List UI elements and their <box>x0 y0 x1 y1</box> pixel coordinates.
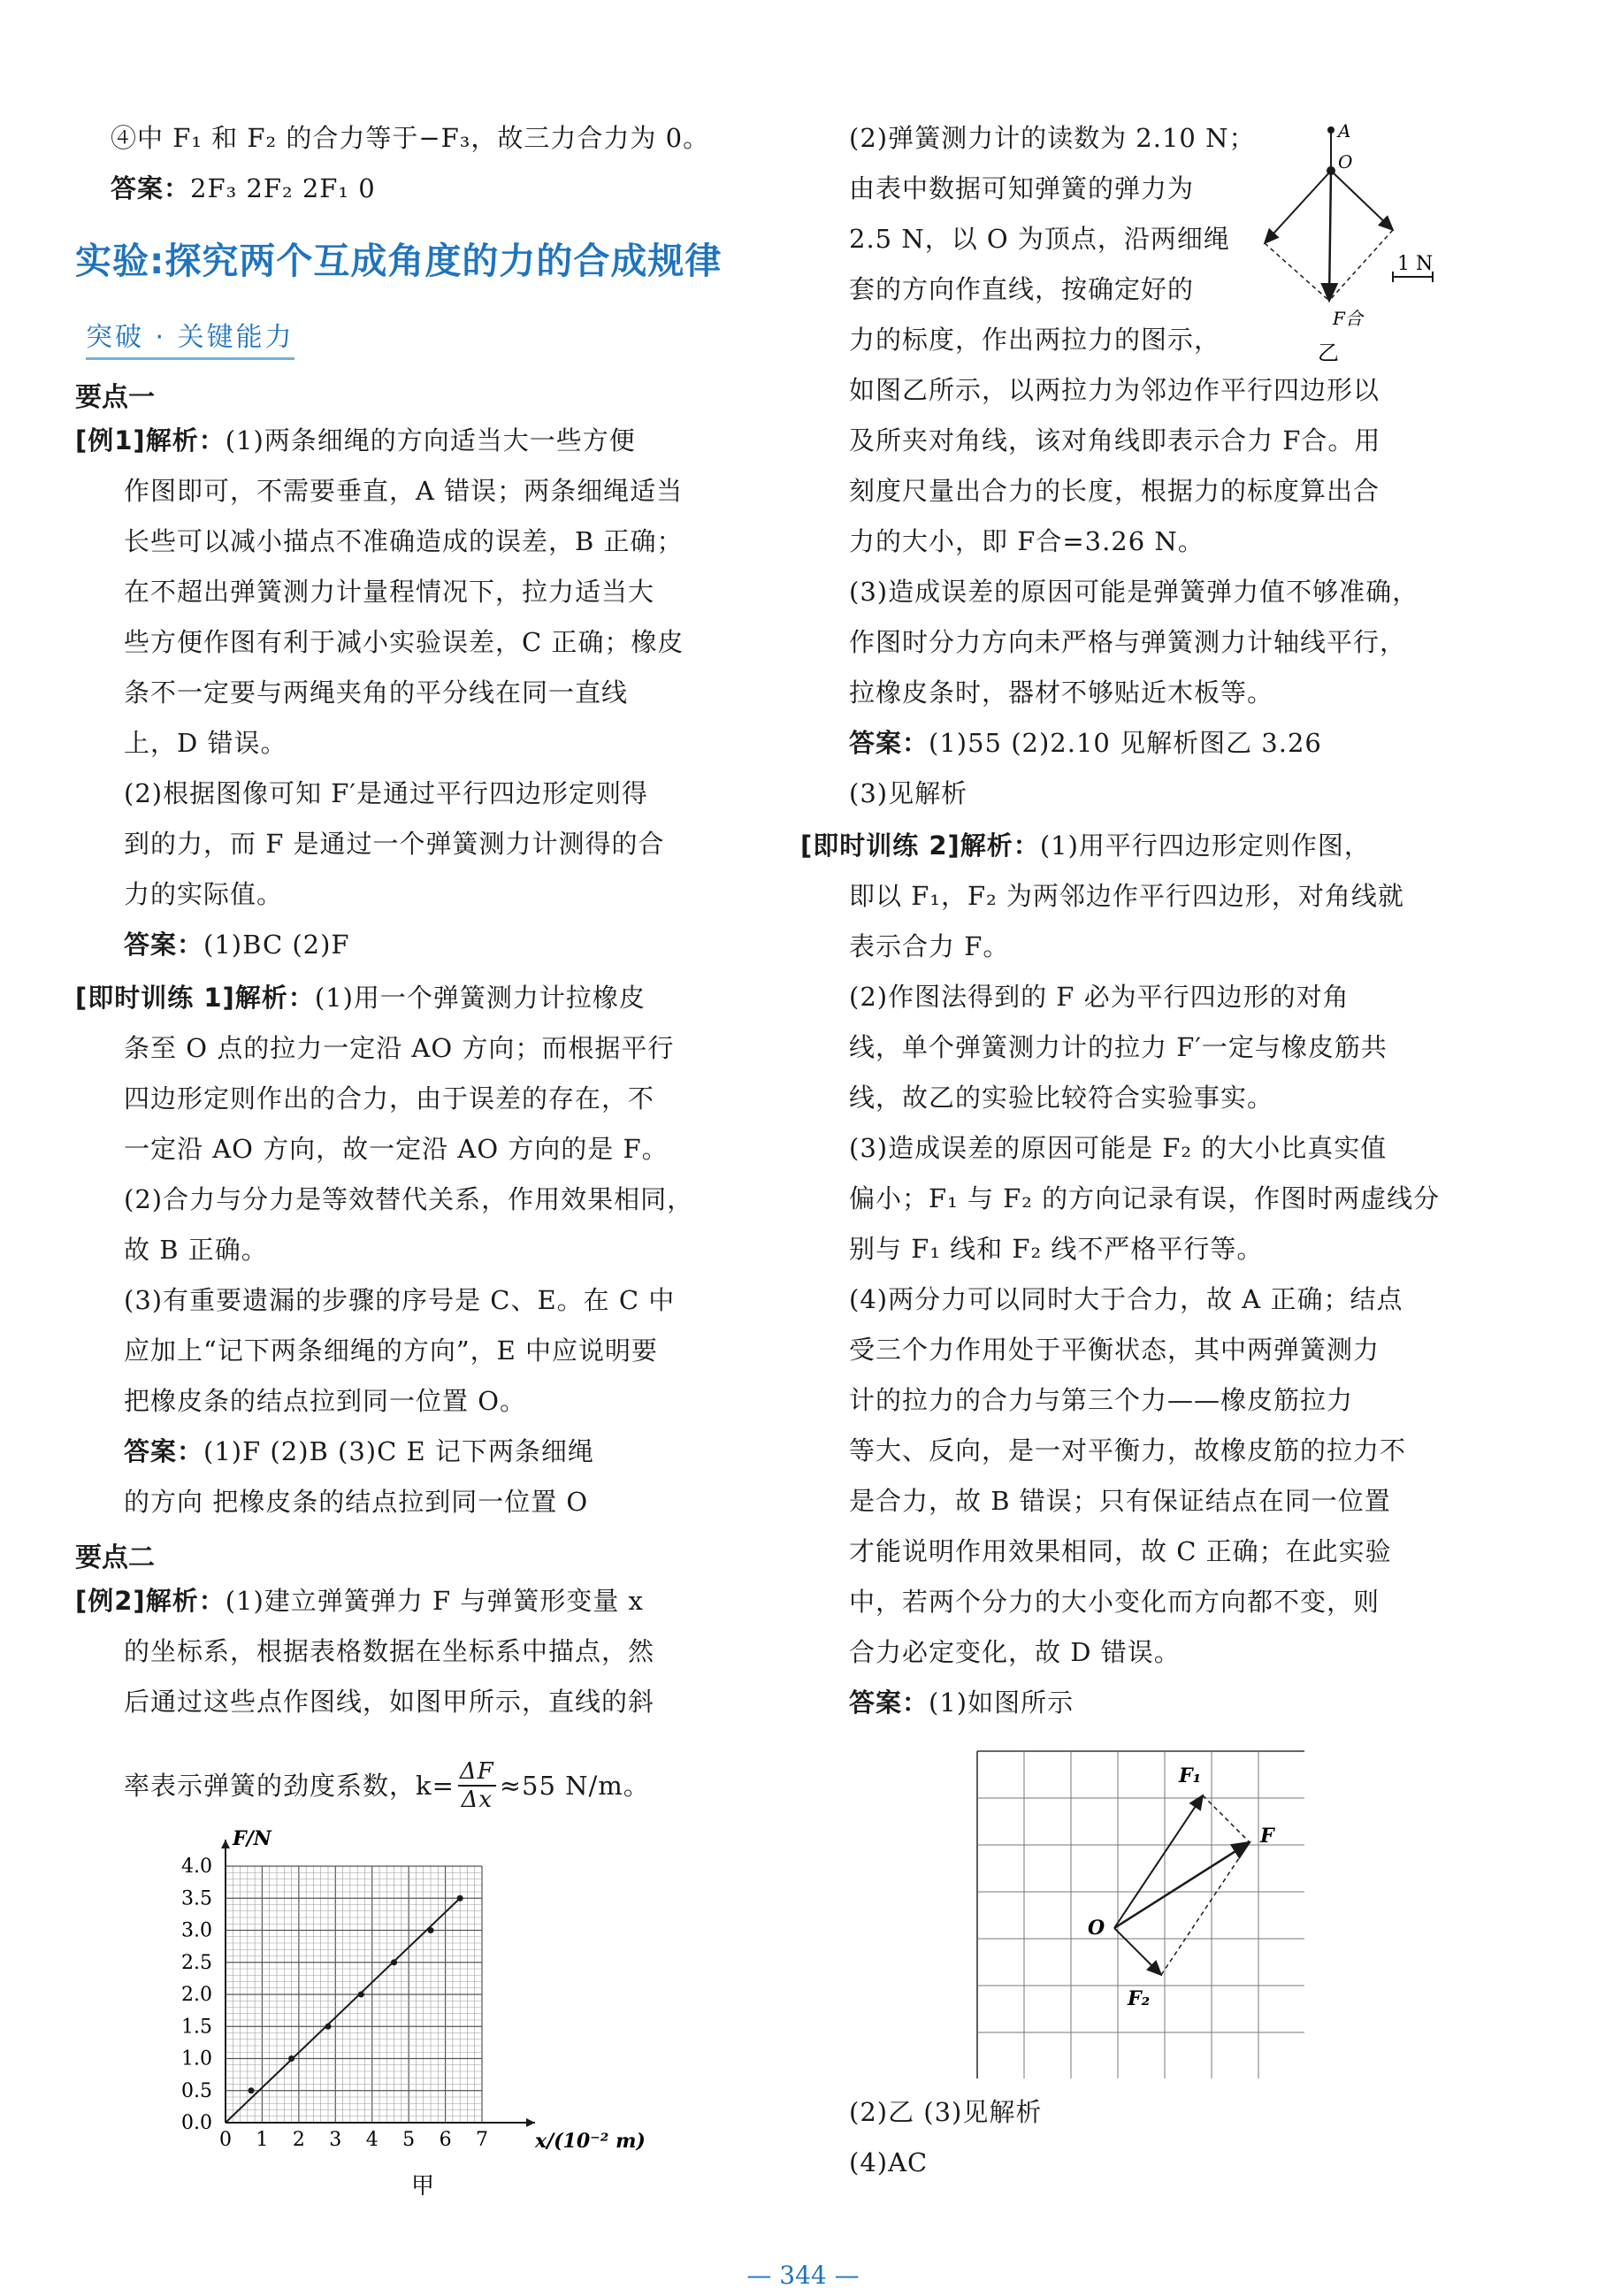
tr1-line9: 把橡皮条的结点拉到同一位置 O。 <box>124 1386 526 1416</box>
ex1-line3: 长些可以减小描点不准确造成的误差，B 正确； <box>124 526 684 556</box>
ex2-text: (1)建立弹簧弹力 F 与弹簧形变量 x <box>225 1586 644 1616</box>
tr2-line1 <box>800 821 1371 871</box>
y-tick-label: 2.0 <box>181 1984 212 2006</box>
ex1-label: 解析： <box>145 425 226 455</box>
y-tick-label: 1.5 <box>181 2016 212 2039</box>
y-tick-label: 1.0 <box>181 2047 212 2070</box>
tr2-tag: [即时训练 2] <box>800 830 960 861</box>
tr1-line2: 条至 O 点的拉力一定沿 AO 方向；而根据平行 <box>124 1033 675 1063</box>
tr2-text: (1)用平行四边形定则作图， <box>1039 830 1371 861</box>
label-a: A <box>1338 120 1351 142</box>
tr2-line17: 合力必定变化，故 D 错误。 <box>849 1637 1181 1667</box>
figure-caption: 乙 <box>1318 341 1339 365</box>
ex1-line6: 条不一定要与两绳夹角的平分线在同一直线 <box>124 677 629 708</box>
line-answer-prev: ④中 F₁ 和 F₂ 的合力等于−F₃，故三力合力为 0。 <box>111 123 710 153</box>
y-axis-label: F/N <box>233 1827 271 1850</box>
ex1-line7: 上，D 错误。 <box>124 728 287 758</box>
answer-label: 答案： <box>111 173 191 203</box>
answer-text: 2F₃ 2F₂ 2F₁ 0 <box>190 173 376 203</box>
tr2-line16: 中，若两个分力的大小变化而方向都不变，则 <box>849 1587 1380 1617</box>
tr2-line11: 受三个力作用处于平衡状态，其中两弹簧测力 <box>849 1335 1380 1365</box>
x-axis-label: x/(10⁻² m) <box>535 2130 646 2153</box>
square-grid <box>977 1751 1304 2078</box>
ex2-line3: 后通过这些点作图线，如图甲所示，直线的斜 <box>124 1687 655 1717</box>
experiment-title: 实验:探究两个互成角度的力的合成规律 <box>75 240 723 282</box>
r-line10: (3)造成误差的原因可能是弹簧弹力值不够准确， <box>849 577 1419 607</box>
r-line1: (2)弹簧测力计的读数为 2.10 N； <box>849 123 1256 153</box>
ex1-text: (1)两条细绳的方向适当大一些方便 <box>225 425 636 455</box>
force-1-arrow <box>1265 171 1331 243</box>
ex1-line5: 些方便作图有利于减小实验误差，C 正确；橡皮 <box>124 627 684 657</box>
x-tick-label: 0 <box>219 2129 232 2151</box>
tr2-answer2: (2)乙 (3)见解析 <box>849 2097 1043 2127</box>
ex2-label: 解析： <box>145 1586 226 1616</box>
y-axis-arrow <box>221 1840 230 1848</box>
y-tick-label: 0.5 <box>181 2079 212 2102</box>
tr1-line6: 故 B 正确。 <box>124 1235 268 1265</box>
tr2-line8: 偏小；F₁ 与 F₂ 的方向记录有误，作图时两虚线分 <box>849 1183 1441 1213</box>
resultant-arrow <box>1329 171 1331 301</box>
x-tick-label: 2 <box>292 2129 305 2151</box>
y-tick-label: 2.5 <box>181 1951 212 1974</box>
ex2-line1 <box>75 1576 644 1626</box>
tr1-label: 解析： <box>234 983 315 1013</box>
tr2-line4: (2)作图法得到的 F 必为平行四边形的对角 <box>849 982 1350 1012</box>
y-tick-label: 0.0 <box>181 2112 212 2134</box>
x-tick-label: 4 <box>365 2129 379 2151</box>
tr2-line6: 线，故乙的实验比较符合实验事实。 <box>849 1083 1274 1113</box>
section-tag: 突破 · 关键能力 <box>86 315 294 360</box>
tr1-line4: 一定沿 AO 方向，故一定沿 AO 方向的是 F。 <box>124 1134 669 1164</box>
ex1-line2: 作图即可，不需要垂直，A 错误；两条细绳适当 <box>124 476 684 506</box>
tr2-line2: 即以 F₁，F₂ 为两邻边作平行四边形，对角线就 <box>849 881 1404 911</box>
heading-point2: 要点二 <box>75 1542 155 1573</box>
data-point <box>325 2024 332 2030</box>
f-arrow <box>1114 1842 1250 1928</box>
answer-label: 答案： <box>849 728 929 758</box>
x-tick-label: 5 <box>402 2129 416 2151</box>
r-line7: 及所夹对角线，该对角线即表示合力 F合。用 <box>849 425 1381 455</box>
label-f: F <box>1260 1825 1274 1848</box>
r-line3: 2.5 N，以 O 为顶点，沿两细绳 <box>849 224 1230 254</box>
ex1-tag: [例1] <box>75 425 146 455</box>
x-tick-label: 7 <box>476 2129 488 2151</box>
ex1-answer <box>124 920 350 970</box>
r-line4: 套的方向作直线，按确定好的 <box>849 274 1195 304</box>
label-o: O <box>1338 151 1353 172</box>
ex2-line4-pre: 率表示弹簧的劲度系数，k= <box>124 1771 455 1801</box>
fraction-denominator: Δx <box>461 1787 493 1813</box>
x-tick-label: 3 <box>329 2129 342 2151</box>
tr2-line10: (4)两分力可以同时大于合力，故 A 正确；结点 <box>849 1284 1403 1314</box>
answer-prev <box>111 164 376 214</box>
tr1-line8: 应加上“记下两条细绳的方向”，E 中应说明要 <box>124 1336 659 1366</box>
r-line5: 力的标度，作出两拉力的图示， <box>849 325 1221 355</box>
force-2-arrow <box>1331 171 1393 230</box>
ex1-line9: 到的力，而 F 是通过一个弹簧测力计测得的合 <box>124 829 665 859</box>
label-o: O <box>1088 1917 1105 1940</box>
x-axis-arrow <box>526 2118 535 2127</box>
x-tick-label: 1 <box>256 2129 269 2151</box>
tr1-line7: (3)有重要遗漏的步骤的序号是 C、E。在 C 中 <box>124 1285 676 1315</box>
tr1-line1 <box>75 973 646 1023</box>
heading-point1: 要点一 <box>75 382 155 413</box>
r-line11: 作图时分力方向未严格与弹簧测力计轴线平行， <box>849 627 1407 657</box>
ex2-line2: 的坐标系，根据表格数据在坐标系中描点，然 <box>124 1636 655 1666</box>
ex1-line10: 力的实际值。 <box>124 879 284 909</box>
tr2-line9: 别与 F₁ 线和 F₂ 线不严格平行等。 <box>849 1234 1264 1264</box>
chart-jia <box>172 1822 668 2211</box>
r-line12: 拉橡皮条时，器材不够贴近木板等。 <box>849 677 1274 708</box>
answer-label: 答案： <box>849 1688 929 1718</box>
dashed-side-1 <box>1265 243 1329 301</box>
tr2-answer1 <box>849 1678 1074 1728</box>
tr2-line3: 表示合力 F。 <box>849 931 1010 961</box>
y-tick-label: 4.0 <box>181 1856 212 1878</box>
r-line2: 由表中数据可知弹簧的弹力为 <box>849 173 1195 203</box>
tr1-answer2: 的方向 把橡皮条的结点拉到同一位置 O <box>124 1487 589 1517</box>
chart-ticks <box>181 1856 488 2151</box>
chart-caption: 甲 <box>411 2173 435 2200</box>
tr2-line7: (3)造成误差的原因可能是 F₂ 的大小比真实值 <box>849 1133 1388 1163</box>
tr2-line14: 是合力，故 B 错误；只有保证结点在同一位置 <box>849 1486 1391 1516</box>
ex1-line4: 在不超出弹簧测力计量程情况下，拉力适当大 <box>124 577 655 607</box>
page-number: — 344 — <box>746 2261 860 2290</box>
figure-grid-parallelogram <box>968 1747 1304 2078</box>
scale-label: 1 N <box>1397 253 1434 275</box>
data-point <box>391 1959 397 1965</box>
tr1-line3: 四边形定则作出的合力，由于误差的存在，不 <box>124 1083 655 1114</box>
dashed-2 <box>1161 1842 1250 1975</box>
answer-text: (1)BC (2)F <box>203 930 350 960</box>
data-point <box>358 1992 364 1998</box>
f2-arrow <box>1114 1928 1161 1975</box>
dashed-1 <box>1203 1795 1250 1842</box>
tr1-text: (1)用一个弹簧测力计拉橡皮 <box>314 983 646 1013</box>
answer-text: (1)55 (2)2.10 见解析图乙 3.26 <box>929 728 1322 758</box>
figure-yi <box>1251 119 1455 371</box>
label-f-he: F合 <box>1333 308 1363 329</box>
r-answer1 <box>849 718 1322 769</box>
data-point <box>288 2055 294 2062</box>
answer-label: 答案： <box>124 930 204 960</box>
tr2-line15: 才能说明作用效果相同，故 C 正确；在此实验 <box>849 1536 1392 1566</box>
r-line8: 刻度尺量出合力的长度，根据力的标度算出合 <box>849 476 1380 506</box>
f1-arrow <box>1114 1795 1203 1928</box>
ex1-line1 <box>75 416 636 466</box>
label-f2: F₂ <box>1128 1987 1151 2010</box>
tr1-answer1 <box>124 1427 594 1477</box>
y-tick-label: 3.5 <box>181 1887 212 1910</box>
ex1-line8: (2)根据图像可知 F′是通过平行四边形定则得 <box>124 778 649 808</box>
data-point <box>428 1927 434 1933</box>
tr2-label: 解析： <box>960 830 1040 861</box>
y-tick-label: 3.0 <box>181 1919 212 1942</box>
answer-text: (1)F (2)B (3)C E 记下两条细绳 <box>203 1436 594 1466</box>
answer-label: 答案： <box>124 1436 204 1466</box>
r-answer2: (3)见解析 <box>849 778 968 808</box>
chart-marks <box>226 1895 463 2123</box>
data-point <box>249 2087 255 2093</box>
answer-text: (1)如图所示 <box>929 1688 1074 1718</box>
dashed-side-2 <box>1329 230 1393 301</box>
tr2-answer3: (4)AC <box>849 2147 929 2177</box>
chart-grid <box>226 1866 482 2123</box>
label-f1: F₁ <box>1179 1764 1202 1787</box>
r-line6: 如图乙所示，以两拉力为邻边作平行四边形以 <box>849 375 1380 405</box>
point-a <box>1327 126 1335 134</box>
x-tick-label: 6 <box>439 2129 452 2151</box>
fraction-numerator: ΔF <box>459 1758 494 1785</box>
tr2-line5: 线，单个弹簧测力计的拉力 F′一定与橡皮筋共 <box>849 1032 1388 1062</box>
r-line9: 力的大小，即 F合=3.26 N。 <box>849 526 1204 556</box>
tr1-line5: (2)合力与分力是等效替代关系，作用效果相同， <box>124 1184 694 1214</box>
tr2-line12: 计的拉力的合力与第三个力——橡皮筋拉力 <box>849 1385 1354 1415</box>
ex2-line4 <box>124 1758 650 1813</box>
ex2-tag: [例2] <box>75 1586 146 1616</box>
tr2-line13: 等大、反向，是一对平衡力，故橡皮筋的拉力不 <box>849 1435 1407 1466</box>
ex2-line4-post: ≈55 N/m。 <box>499 1771 650 1801</box>
tr1-tag: [即时训练 1] <box>75 983 235 1013</box>
fraction <box>458 1758 496 1813</box>
data-point <box>457 1895 463 1902</box>
